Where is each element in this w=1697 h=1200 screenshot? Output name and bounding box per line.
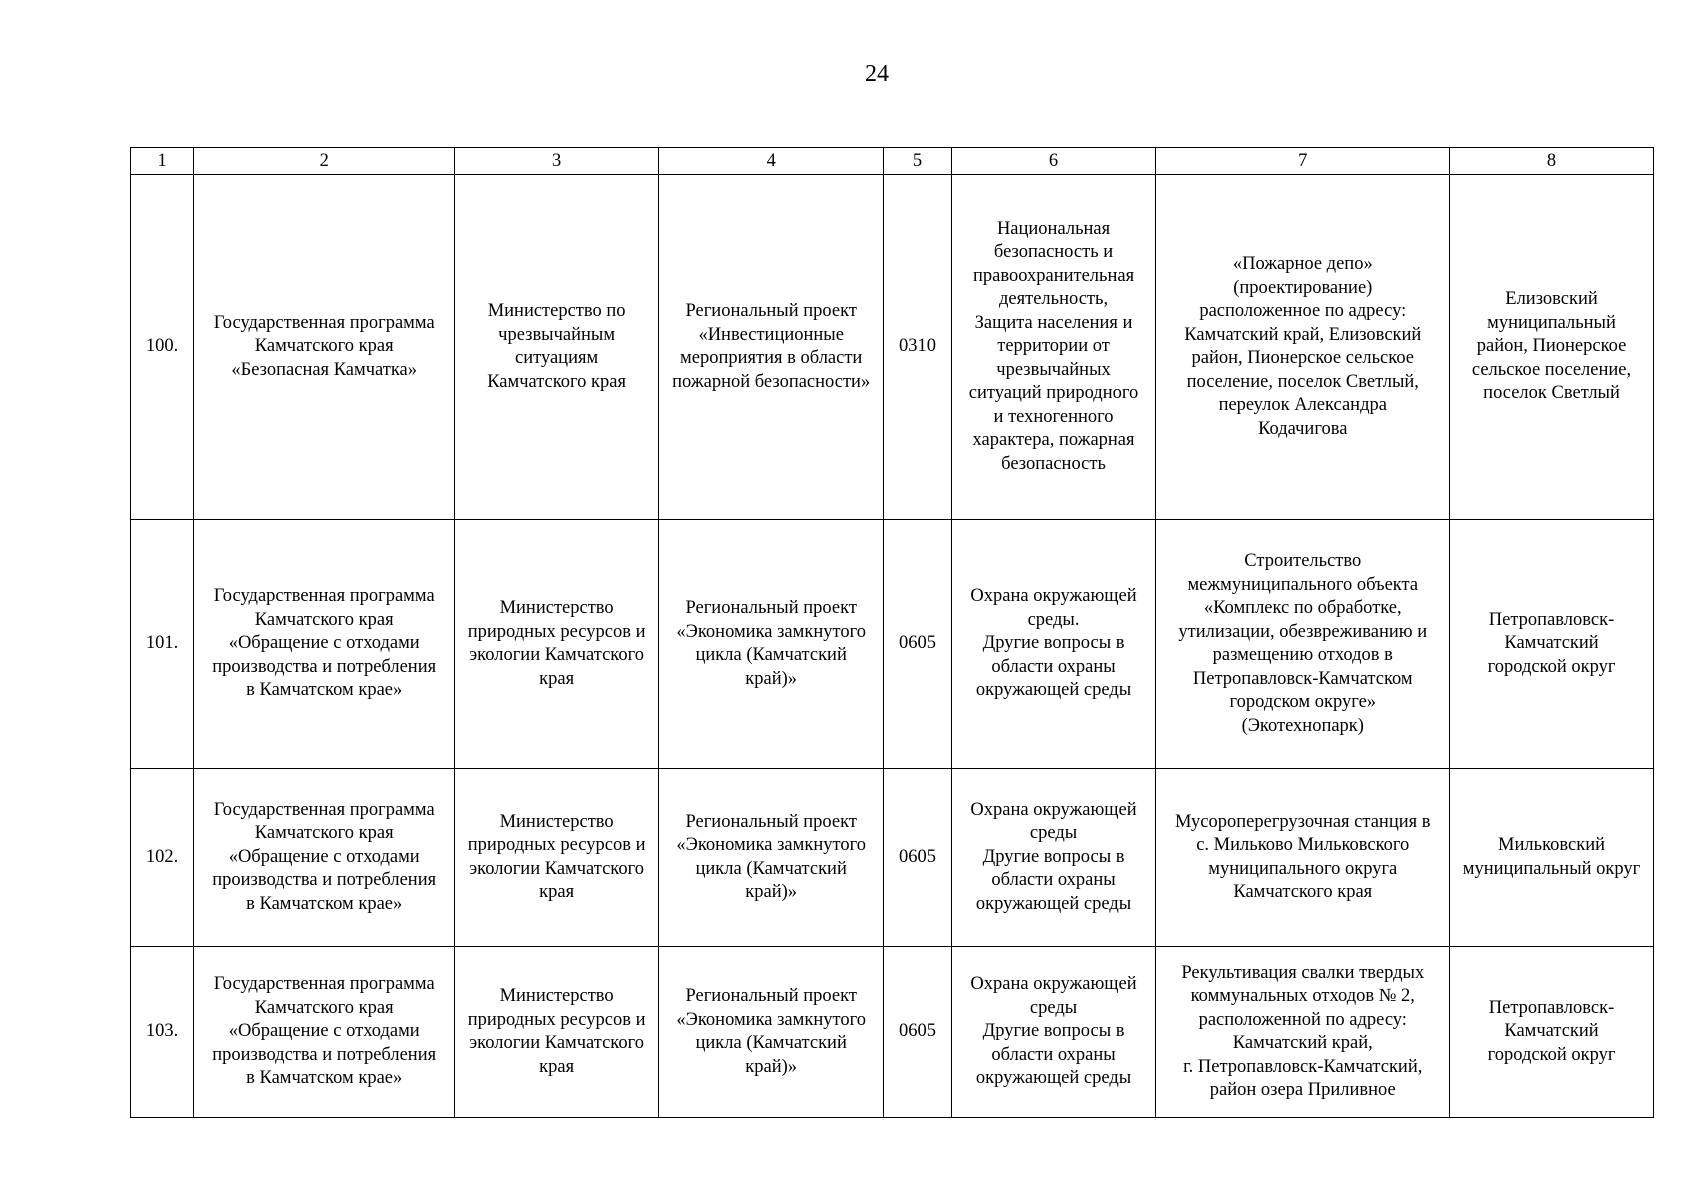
cell-text: Региональный проект «Инвестиционные мероприятия в области пожарной безопасности» — [672, 301, 871, 392]
cell-text: Министерство природных ресурсов и экологии Камчатского края — [467, 598, 646, 689]
column-header: 7 — [1156, 148, 1450, 175]
object-cell — [1156, 947, 1450, 1118]
cell-text: Петропавловск- Камчатский городской округ — [1487, 997, 1616, 1065]
table-body — [131, 148, 1654, 1118]
cell-text: 100. — [145, 336, 179, 357]
program-cell — [194, 520, 455, 769]
code-cell — [884, 520, 951, 769]
cell-text: Мильковский муниципальный округ — [1462, 835, 1641, 879]
column-header: 6 — [951, 148, 1156, 175]
location-cell — [1450, 175, 1654, 520]
cell-text: 0310 — [898, 336, 936, 357]
cell-text: Региональный проект «Экономика замкнутого цикла (Камчатский край)» — [676, 811, 866, 902]
cell-text: Рекультивация свалки твердых коммунальных отходов № 2, расположенной по адресу: Камчатский край, г. Петропавловск-Камчатский, район озера Приливное — [1181, 962, 1425, 1100]
data-table — [130, 147, 1654, 1118]
page-number: 24 — [865, 61, 889, 87]
cell-text: Министерство природных ресурсов и экологии Камчатского края — [467, 811, 646, 902]
cell-text: Елизовский муниципальный район, Пионерское сельское поселение, поселок Светлый — [1471, 289, 1632, 404]
section-cell — [951, 520, 1156, 769]
column-header: 3 — [455, 148, 659, 175]
location-cell — [1450, 947, 1654, 1118]
cell-text: 0605 — [898, 1021, 936, 1042]
section-cell — [951, 769, 1156, 947]
column-header: 8 — [1450, 148, 1654, 175]
section-cell — [951, 947, 1156, 1118]
cell-text: Региональный проект «Экономика замкнутого цикла (Камчатский край)» — [676, 598, 866, 689]
ministry-cell — [455, 520, 659, 769]
cell-text: Охрана окружающей среды Другие вопросы в области охраны окружающей среды — [970, 799, 1137, 914]
cell-text: Региональный проект «Экономика замкнутого цикла (Камчатский край)» — [676, 986, 866, 1077]
cell-text: Охрана окружающей среды Другие вопросы в области охраны окружающей среды — [970, 974, 1137, 1089]
cell-text: Министерство природных ресурсов и экологии Камчатского края — [467, 986, 646, 1077]
cell-text: Государственная программа Камчатского края «Обращение с отходами производства и потребления в Камчатском крае» — [212, 974, 437, 1089]
cell-text: Петропавловск- Камчатский городской округ — [1487, 609, 1616, 677]
row-number-cell — [131, 520, 194, 769]
section-cell — [951, 175, 1156, 520]
table-header-row — [131, 148, 1654, 175]
cell-text: 103. — [145, 1021, 179, 1042]
project-cell — [659, 769, 884, 947]
table-row — [131, 175, 1654, 520]
object-cell — [1156, 520, 1450, 769]
cell-text: 0605 — [898, 633, 936, 654]
column-header: 2 — [194, 148, 455, 175]
object-cell — [1156, 769, 1450, 947]
cell-text: 102. — [145, 846, 179, 867]
ministry-cell — [455, 175, 659, 520]
project-cell — [659, 520, 884, 769]
cell-text: Национальная безопасность и правоохранительная деятельность, Защита населения и территории от чрезвычайных ситуаций природного и техногенного характера, пожарная безопасность — [968, 218, 1139, 474]
project-cell — [659, 175, 884, 520]
row-number-cell — [131, 769, 194, 947]
code-cell — [884, 769, 951, 947]
cell-text: Строительство межмуниципального объекта «Комплекс по обработке, утилизации, обезвреживанию и размещению отходов в Петропавловск-Камчатском городском округе» (Экотехнопарк) — [1178, 551, 1428, 736]
cell-text: «Пожарное депо» (проектирование) расположенное по адресу: Камчатский край, Елизовский район, Пионерское сельское поселение, поселок Светлый, переулок Александра Кодачигова — [1184, 254, 1422, 439]
cell-text: 101. — [145, 633, 179, 654]
column-header: 5 — [884, 148, 951, 175]
location-cell — [1450, 520, 1654, 769]
row-number-cell — [131, 947, 194, 1118]
column-header: 4 — [659, 148, 884, 175]
ministry-cell — [455, 947, 659, 1118]
table-row — [131, 769, 1654, 947]
project-cell — [659, 947, 884, 1118]
table-row — [131, 520, 1654, 769]
cell-text: Государственная программа Камчатского края «Обращение с отходами производства и потребления в Камчатском крае» — [212, 799, 437, 914]
location-cell — [1450, 769, 1654, 947]
program-cell — [194, 175, 455, 520]
code-cell — [884, 947, 951, 1118]
cell-text: Министерство по чрезвычайным ситуациям Камчатского края — [487, 301, 627, 392]
row-number-cell — [131, 175, 194, 520]
cell-text: Государственная программа Камчатского края «Обращение с отходами производства и потребления в Камчатском крае» — [212, 586, 437, 701]
object-cell — [1156, 175, 1450, 520]
cell-text: Охрана окружающей среды. Другие вопросы в области охраны окружающей среды — [970, 586, 1137, 701]
ministry-cell — [455, 769, 659, 947]
program-cell — [194, 947, 455, 1118]
table-row — [131, 947, 1654, 1118]
cell-text: Мусороперегрузочная станция в с. Мильково Мильковского муниципального округа Камчатского края — [1175, 811, 1431, 902]
cell-text: 0605 — [898, 846, 936, 867]
code-cell — [884, 175, 951, 520]
program-cell — [194, 769, 455, 947]
cell-text: Государственная программа Камчатского края «Безопасная Камчатка» — [213, 312, 435, 380]
column-header: 1 — [131, 148, 194, 175]
